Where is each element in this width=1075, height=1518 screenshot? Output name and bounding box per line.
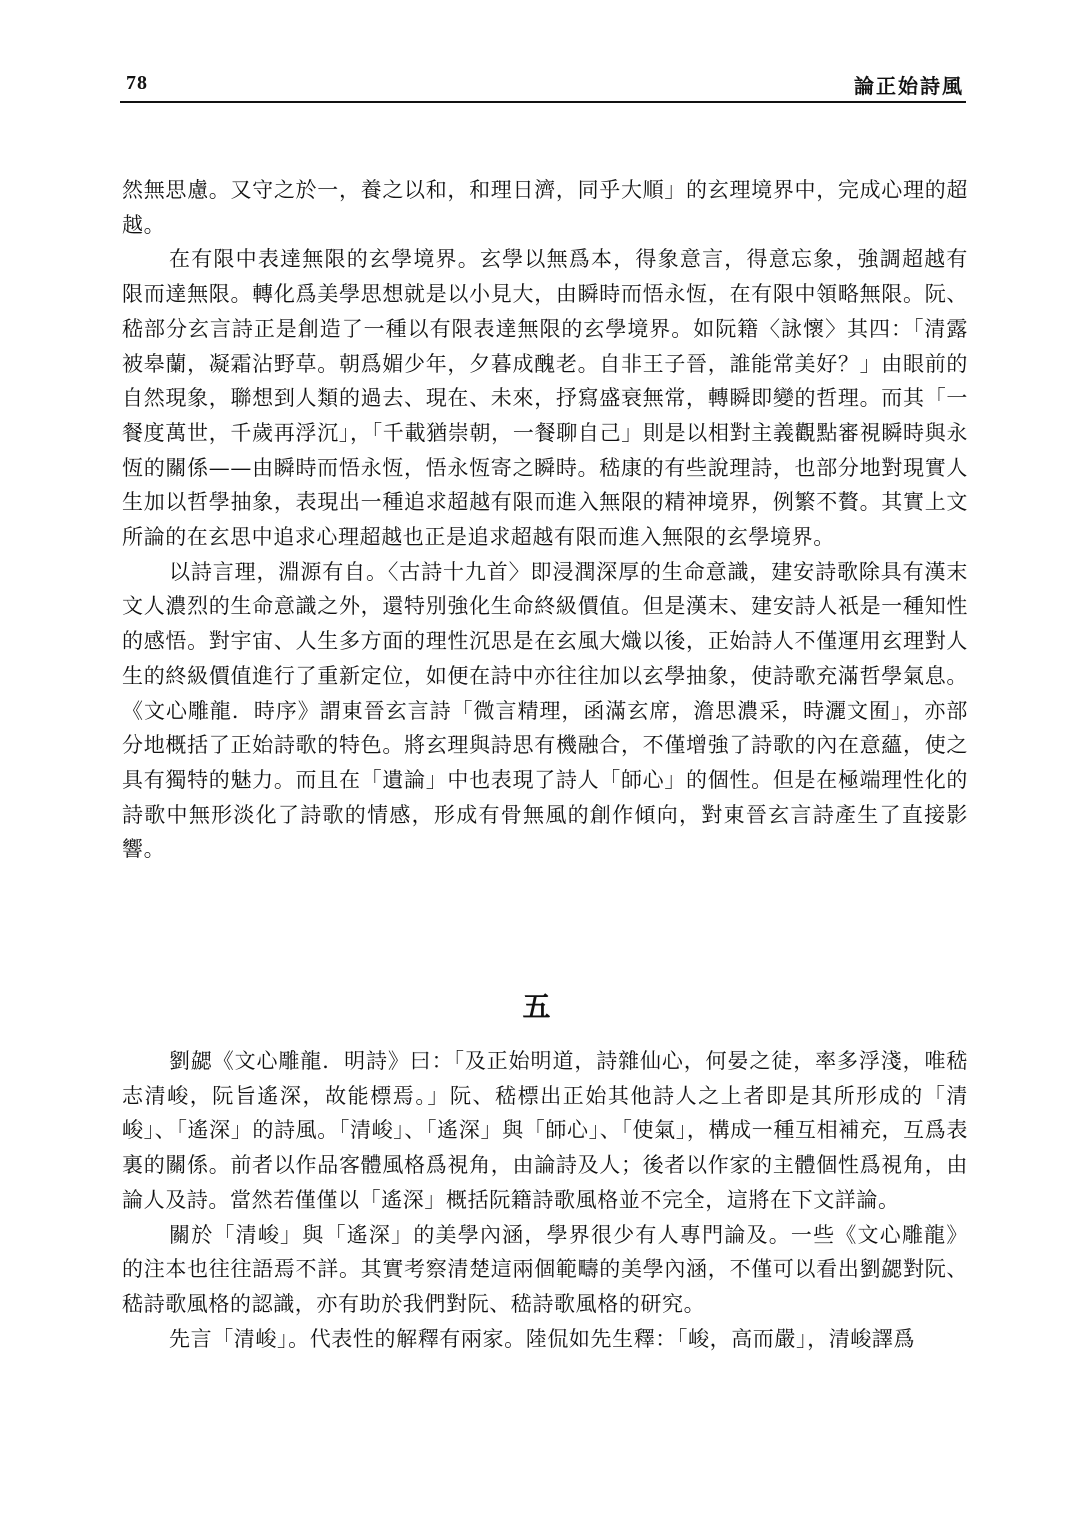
body-text-section-5 — [122, 1044, 968, 1356]
paragraph-liu-xie: 劉勰《文心雕龍．明詩》曰：「及正始明道，詩雜仙心，何晏之徒，率多浮淺，唯嵇志清峻，阮旨遙深，故能標焉。」阮、嵇標出正始其他詩人之上者即是其所形成的「清峻」、「遙深」的詩風。「清峻」、「遙深」與「師心」、「使氣」，構成一種互相補充，互爲表裏的關係。前者以作品客體風格爲視角，由論詩及人；後者以作家的主體個性爲視角，由論人及詩。當然若僅僅以「遙深」概括阮籍詩歌風格並不完全，這將在下文詳論。 — [122, 1049, 968, 1212]
section-heading: 五 — [522, 990, 553, 1023]
page-number: 78 — [126, 72, 148, 94]
running-title: 論正始詩風 — [854, 74, 964, 98]
paragraph-poetry-reason: 以詩言理，淵源有自。〈古詩十九首〉即浸潤深厚的生命意識，建安詩歌除具有漢末文人濃烈的生命意識之外，還特別強化生命終級價值。但是漢末、建安詩人祇是一種知性的感悟。對宇宙、人生多方面的理性沉思是在玄風大熾以後，正始詩人不僅運用玄理對人生的終級價值進行了重新定位，如便在詩中亦往往加以玄學抽象，使詩歌充滿哲學氣息。《文心雕龍．時序》謂東晉玄言詩「微言精理，函滿玄席，澹思濃采，時灑文囿」，亦部分地概括了正始詩歌的特色。將玄理與詩思有機融合，不僅增強了詩歌的內在意蘊，使之具有獨特的魅力。而且在「遺論」中也表現了詩人「師心」的個性。但是在極端理性化的詩歌中無形淡化了詩歌的情感，形成有骨無風的創作傾向，對東晉玄言詩產生了直接影響。 — [122, 559, 968, 862]
body-text-section-4 — [122, 173, 968, 867]
header-rule — [120, 101, 966, 103]
paragraph-infinite-realm: 在有限中表達無限的玄學境界。玄學以無爲本，得象意言，得意忘象，強調超越有限而達無限。轉化爲美學思想就是以小見大，由瞬時而悟永恆，在有限中領略無限。阮、嵇部分玄言詩正是創造了一種以有限表達無限的玄學境界。如阮籍〈詠懷〉其四：「清露被皋蘭，凝霜沾野草。朝爲媚少年，夕暮成醜老。自非王子晉，誰能常美好？」由眼前的自然現象，聯想到人類的過去、現在、未來，抒寫盛衰無常，轉瞬即變的哲理。而其「一餐度萬世，千歲再浮沉」，「千載猶崇朝，一餐聊自己」則是以相對主義觀點審視瞬時與永恆的關係——由瞬時而悟永恆，悟永恆寄之瞬時。嵇康的有些說理詩，也部分地對現實人生加以哲學抽象，表現出一種追求超越有限而進入無限的精神境界，例繁不贅。其實上文所論的在玄思中追求心理超越也正是追求超越有限而進入無限的玄學境界。 — [122, 247, 968, 550]
page-header — [120, 70, 966, 100]
paragraph-continued: 然無思慮。又守之於一，養之以和，和理日濟，同乎大順」的玄理境界中，完成心理的超越。 — [122, 178, 968, 237]
paragraph-qingjun: 先言「清峻」。代表性的解釋有兩家。陸侃如先生釋：「峻，高而嚴」，清峻譯爲 — [169, 1326, 916, 1351]
paragraph-aesthetic: 關於「清峻」與「遙深」的美學內涵，學界很少有人專門論及。一些《文心雕龍》的注本也往往語焉不詳。其實考察清楚這兩個範疇的美學內涵，不僅可以看出劉勰對阮、嵇詩歌風格的認識，亦有助於我們對阮、嵇詩歌風格的研究。 — [122, 1222, 968, 1316]
